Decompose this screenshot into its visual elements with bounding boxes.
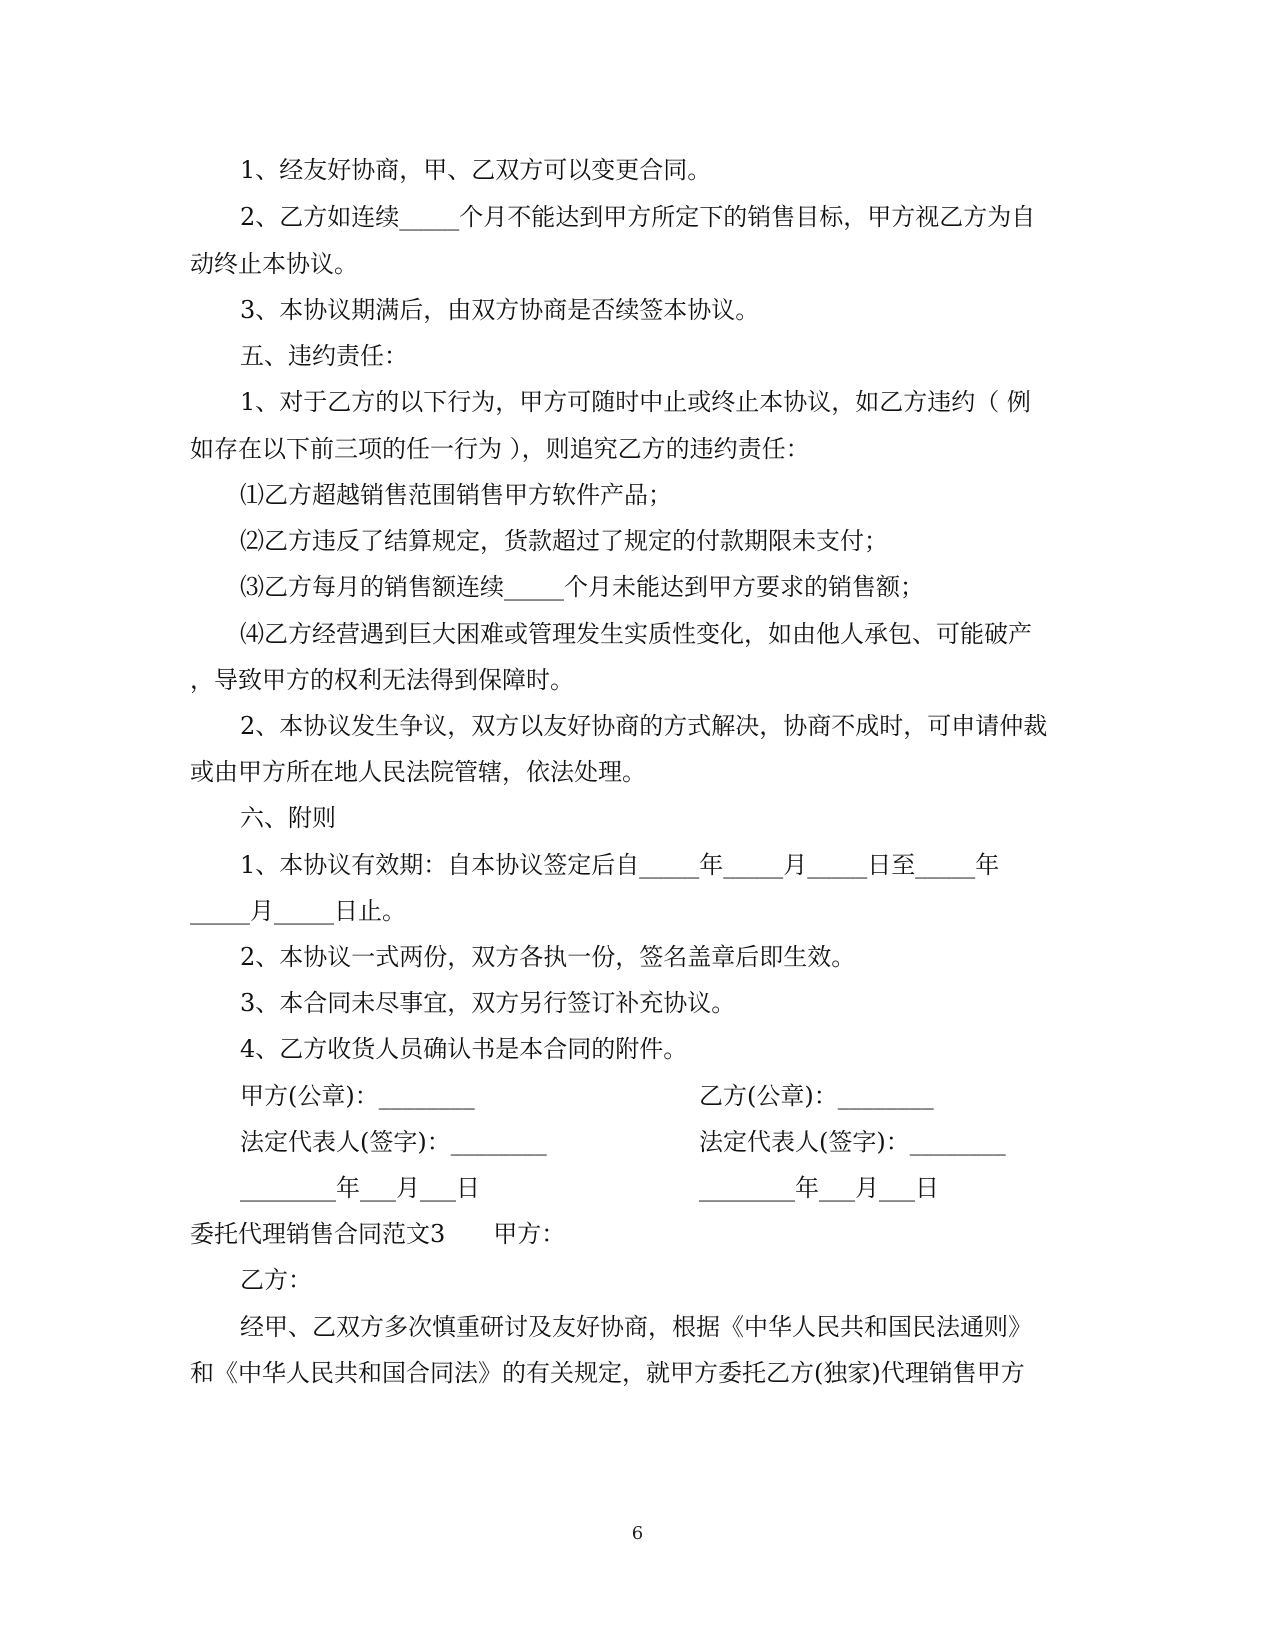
text-line: ，导致甲方的权利无法得到保障时。: [190, 666, 574, 694]
text-line: 2、本协议发生争议，双方以友好协商的方式解决，协商不成时，可申请仲裁: [240, 712, 1048, 740]
party-b-representative: 法定代表人(签字)：________: [699, 1128, 1006, 1156]
text-line: ⑴乙方超越销售范围销售甲方软件产品；: [240, 481, 672, 509]
text-line: 和《中华人民共和国合同法》的有关规定，就甲方委托乙方(独家)代理销售甲方: [190, 1359, 1025, 1387]
page-number: 6: [631, 1523, 644, 1544]
text-line: 经甲、乙双方多次慎重研讨及友好协商，根据《中华人民共和国民法通则》: [240, 1313, 1032, 1341]
text-line: _____月_____日止。: [190, 897, 406, 925]
text-line: 如存在以下前三项的任一行为 ），则追究乙方的违约责任：: [190, 435, 810, 463]
party-b-date: ________年___月___日: [699, 1174, 939, 1202]
party-a-seal: 甲方(公章)：________: [240, 1082, 475, 1110]
party-a-date: ________年___月___日: [240, 1174, 480, 1202]
section-heading: 六、附则: [240, 804, 336, 832]
party-a-representative: 法定代表人(签字)：________: [240, 1128, 547, 1156]
party-b-line: 乙方：: [240, 1266, 312, 1294]
text-line: 1、本协议有效期：自本协议签定后自_____年_____月_____日至_____年: [240, 851, 1000, 879]
text-line: 2、本协议一式两份，双方各执一份，签名盖章后即生效。: [240, 943, 856, 971]
party-b-seal: 乙方(公章)：________: [699, 1082, 934, 1110]
text-line: 1、对于乙方的以下行为，甲方可随时中止或终止本协议，如乙方违约（ 例: [240, 388, 1031, 416]
text-line: ⑶乙方每月的销售额连续_____个月未能达到甲方要求的销售额；: [240, 573, 924, 601]
text-line: 或由甲方所在地人民法院管辖，依法处理。: [190, 758, 646, 786]
section-heading: 五、违约责任：: [240, 342, 408, 370]
text-line: 3、本合同未尽事宜，双方另行签订补充协议。: [240, 989, 736, 1017]
text-line: ⑵乙方违反了结算规定，货款超过了规定的付款期限未支付；: [240, 527, 888, 555]
text-line: 3、本协议期满后，由双方协商是否续签本协议。: [240, 296, 760, 324]
next-contract-title: 委托代理销售合同范文3 甲方：: [190, 1220, 566, 1248]
text-line: 动终止本协议。: [190, 250, 358, 278]
text-line: 1、经友好协商，甲、乙双方可以变更合同。: [240, 156, 712, 184]
text-line: 2、乙方如连续_____个月不能达到甲方所定下的销售目标，甲方视乙方为自: [240, 203, 1036, 231]
text-line: 4、乙方收货人员确认书是本合同的附件。: [240, 1035, 688, 1063]
text-line: ⑷乙方经营遇到巨大困难或管理发生实质性变化，如由他人承包、可能破产: [240, 620, 1032, 648]
